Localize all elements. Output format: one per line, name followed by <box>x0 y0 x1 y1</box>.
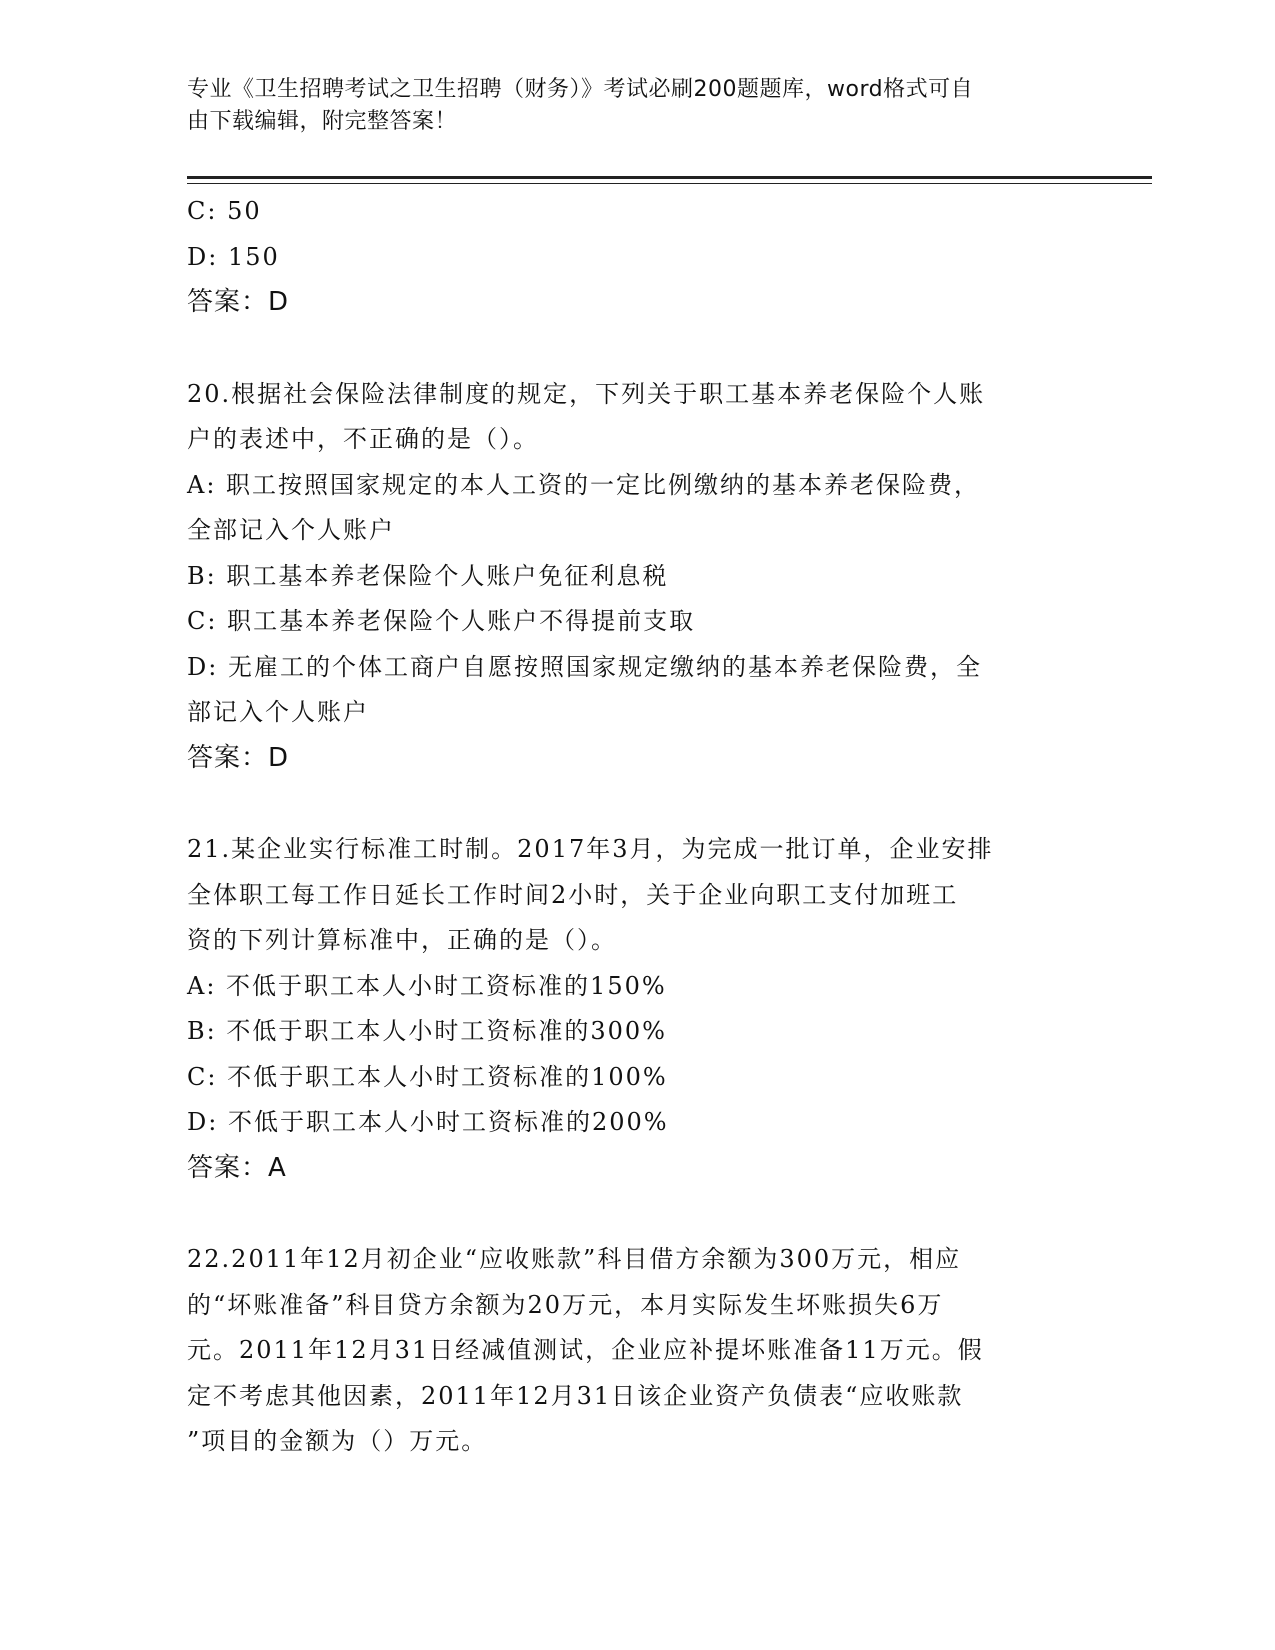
option-b: B: 不低于职工本人小时工资标准的300% <box>187 1017 667 1045</box>
answer-line: 答案：D <box>187 287 290 317</box>
question-stem: 资的下列计算标准中，正确的是（）。 <box>187 926 617 954</box>
question-stem: 22.2011年12月初企业“应收账款”科目借方余额为300万元，相应 <box>187 1245 962 1273</box>
option-d: D: 150 <box>187 242 280 271</box>
header-line-2: 由下载编辑，附完整答案！ <box>187 109 458 134</box>
option-d-continued: 部记入个人账户 <box>187 698 369 726</box>
header-divider-thin <box>187 183 1152 184</box>
question-stem: 户的表述中，不正确的是（）。 <box>187 425 539 453</box>
question-20 <box>187 372 1087 782</box>
question-stem: 定不考虑其他因素，2011年12月31日该企业资产负债表“应收账款 <box>187 1381 964 1410</box>
header-line-1: 专业《卫生招聘考试之卫生招聘（财务）》考试必刷200题题库，word格式可自 <box>187 77 974 102</box>
option-b: B: 职工基本养老保险个人账户免征利息税 <box>187 561 669 590</box>
answer-line: 答案：A <box>187 1152 287 1183</box>
option-c: C: 50 <box>187 197 262 225</box>
question-stem: 的“坏账准备”科目贷方余额为20万元，本月实际发生坏账损失6万 <box>187 1290 944 1319</box>
option-c: C: 职工基本养老保险个人账户不得提前支取 <box>187 607 696 635</box>
question-19-tail <box>187 189 1087 326</box>
option-d: D: 不低于职工本人小时工资标准的200% <box>187 1108 669 1136</box>
question-stem: ”项目的金额为（）万元。 <box>187 1427 488 1455</box>
question-22 <box>187 1237 1087 1465</box>
question-stem: 元。2011年12月31日经减值测试，企业应补提坏账准备11万元。假 <box>187 1336 984 1364</box>
question-stem: 21.某企业实行标准工时制。2017年3月，为完成一批订单，企业安排 <box>187 835 994 863</box>
question-stem: 20.根据社会保险法律制度的规定，下列关于职工基本养老保险个人账 <box>187 379 986 408</box>
option-a: A: 职工按照国家规定的本人工资的一定比例缴纳的基本养老保险费， <box>187 470 981 499</box>
option-c: C: 不低于职工本人小时工资标准的100% <box>187 1062 668 1091</box>
header-divider-thick <box>187 176 1152 179</box>
page-header <box>187 74 1067 138</box>
option-a: A: 不低于职工本人小时工资标准的150% <box>187 971 667 1000</box>
spacer <box>187 326 1087 372</box>
option-d: D: 无雇工的个体工商户自愿按照国家规定缴纳的基本养老保险费，全 <box>187 652 982 681</box>
answer-line: 答案：D <box>187 742 290 773</box>
spacer <box>187 1191 1087 1237</box>
option-a-continued: 全部记入个人账户 <box>187 516 395 544</box>
question-stem: 全体职工每工作日延长工作时间2小时，关于企业向职工支付加班工 <box>187 880 959 909</box>
spacer <box>187 781 1087 827</box>
document-body <box>187 189 1087 1465</box>
question-21 <box>187 827 1087 1191</box>
